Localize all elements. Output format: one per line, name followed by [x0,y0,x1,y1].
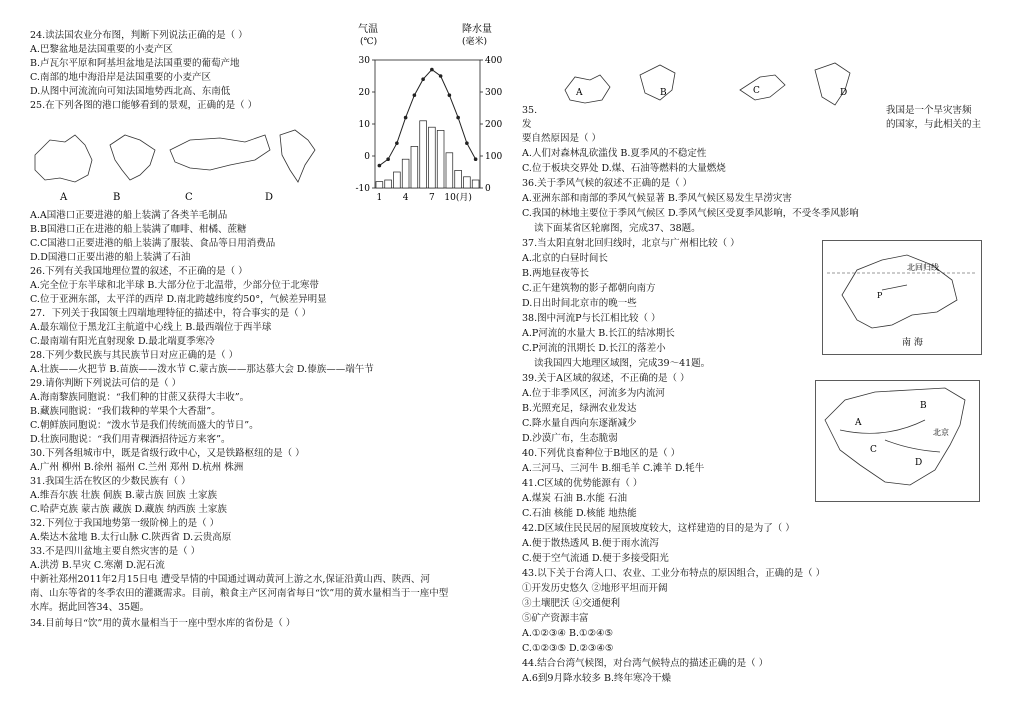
tropic-label: 北回归线 [907,263,939,272]
map-india [280,130,315,182]
left-line: 25.在下列各图的港口能够看到的景观，正确的是（ ） [30,100,258,111]
region-label-c: C [870,445,877,455]
right-line: A.便于散热透风 B.便于雨水流泻 [522,538,659,549]
x-tick-label: 10(月) [444,193,472,203]
right-line: D.日出时间北京市的晚一些 [522,298,637,309]
left-line: 33.不是四川盆地主要自然灾害的是（ ） [30,546,201,557]
right-line: A.①②③④ B.①②④⑤ [522,628,614,639]
precip-bar [472,180,479,188]
left-line: 26.下列有关我国地理位置的叙述，不正确的是（ ） [30,266,248,277]
region-label-a: A [855,418,862,428]
left-line: D.壮族同胞说：“我们用青稞酒招待远方来客”。 [30,434,231,445]
y-left-tick-label: 20 [358,88,370,98]
right-line: 读下面某省区轮廓图，完成37、38题。 [534,223,701,234]
y-left-tick-label: 0 [364,152,370,162]
left-line: 中新社郑州2011年2月15日电 遭受旱情的中国通过调动黄河上游之水,保证沿黄山西、陕西、河 [30,574,430,585]
right-line: 发 [522,119,532,130]
left-line: A.巴黎盆地是法国重要的小麦产区 [30,44,173,55]
right-line: C.石油 核能 D.核能 地热能 [522,508,637,519]
regions-map [815,380,980,502]
left-line: C.位于亚洲东部，太平洋的西岸 D.南北跨越纬度约50°，气候差异明显 [30,294,327,305]
precip-bar [411,146,418,188]
right-line: 40.下列优良畜种位于B地区的是（ ） [522,448,681,459]
right-line: A.6到9月降水较多 B.终年寒冷干燥 [522,673,671,684]
right-line: 37.当太阳直射北回归线时，北京与广州相比较（ ） [522,238,740,249]
left-line: B.卢瓦尔平原和阿基坦盆地是法国重要的葡萄产地 [30,58,240,69]
y-left-tick-label: 10 [358,120,370,130]
right-line: A.人们对森林乱砍滥伐 B.夏季风的不稳定性 [522,148,707,159]
ylabel-right: 降水量 [462,24,492,35]
left-line: A.海南黎族同胞说：“我们种的甘蔗又获得大丰收”。 [30,392,250,403]
y-left-tick-label: 30 [358,56,370,66]
left-line: B.藏族同胞说：“我们栽种的苹果个大香甜”。 [30,406,221,417]
region-label-b: B [920,401,927,411]
outline-label-a: A [576,88,583,98]
right-line: 42.D区域住民民居的屋顶坡度较大，这样建造的目的是为了（ ） [522,523,795,534]
left-line: 水库。据此回答34、35题。 [30,602,150,613]
map-brazil [110,135,155,180]
x-tick-label: 1 [376,193,383,203]
port-label-a: A [60,192,68,203]
x-tick-label: 7 [429,193,435,203]
left-line: A.维吾尔族 壮族 侗族 B.蒙古族 回族 土家族 [30,490,217,501]
outline-label-b: B [660,88,667,98]
ylabel-right-unit: (毫米) [462,37,488,47]
left-line: 28.下列少数民族与其民族节日对应正确的是（ ） [30,350,239,361]
right-line: 38.图中河流P与长江相比较（ ） [522,313,661,324]
ylabel-left-unit: (℃) [360,37,378,47]
precip-bar [394,172,401,188]
temp-point [386,157,390,161]
y-left-tick-label: -10 [355,184,370,194]
right-line: 41.C区域的优势能源有（ ） [522,478,643,489]
right-line: C.降水量自西向东逐渐减少 [522,418,637,429]
right-line: C.P河流的汛期长 D.长江的落差小 [522,343,666,354]
y-right-tick-label: 0 [485,184,491,194]
precip-bar [385,180,392,188]
region-label-d: D [915,458,923,468]
left-line: C.最南端有阳光直射现象 D.最北端夏季寒冷 [30,336,215,347]
temp-point [465,141,469,145]
temp-point [413,93,417,97]
precip-bar [429,127,436,188]
temp-point [456,116,460,120]
right-line: A.位于非季风区，河流多为内流河 [522,388,665,399]
precip-bar [420,121,427,188]
right-line: C.我国的林地主要位于季风气候区 D.季风气候区受夏季风影响，不受冬季风影响 [522,208,859,219]
left-line: D.D国港口正要出港的船上装满了石油 [30,252,191,263]
right-line: 读我国四大地理区域图，完成39～41题。 [534,358,711,369]
left-line: 34.目前每日“饮”用的黄水量相当于一座中型水库的省份是（ ） [30,618,296,629]
right-line: A.煤炭 石油 B.水能 石油 [522,493,627,504]
province-outlines [560,55,880,115]
right-line: C.正午建筑物的影子都朝向南方 [522,283,656,294]
left-line: A.柴达木盆地 B.太行山脉 C.陕西省 D.云贵高原 [30,532,232,543]
temp-point [448,93,452,97]
precip-bar [446,153,453,188]
right-line: C.位于板块交界处 D.煤、石油等燃料的大量燃烧 [522,163,726,174]
left-line: C.C国港口正要进港的船上装满了服装、食品等日用消费品 [30,238,276,249]
temp-point [439,74,443,78]
port-label-b: B [113,192,121,203]
y-right-tick-label: 400 [485,56,503,66]
right-line: 36.关于季风气候的叙述不正确的是（ ） [522,178,693,189]
right-line: ①开发历史悠久 ②地形平坦而开阔 [522,583,668,594]
left-line: C.南部的地中海沿岸是法国重要的小麦产区 [30,72,211,83]
outline-label-c: C [753,86,760,96]
left-line: A.最东端位于黑龙江主航道中心线上 B.最西端位于西半球 [30,322,272,333]
right-line: 43.以下关于台湾人口、农业、工业分布特点的原因组合，正确的是（ ） [522,568,826,579]
left-line: C.哈萨克族 蒙古族 藏族 D.藏族 纳西族 土家族 [30,504,227,515]
precip-bar [376,182,383,188]
left-line: A.广州 柳州 B.徐州 福州 C.兰州 郑州 D.杭州 株洲 [30,462,244,473]
province-map [822,240,982,355]
right-line: 要自然原因是（ ） [522,133,602,144]
y-right-tick-label: 100 [485,152,503,162]
right-line: 的国家，与此相关的主 [886,119,982,130]
right-line: A.三河马、三河牛 B.细毛羊 C.滩羊 D.牦牛 [522,463,705,474]
temp-point [421,77,425,81]
port-label-d: D [265,192,274,203]
precip-bar [437,130,444,188]
right-line: 我国是一个旱灾害频 [886,105,972,116]
right-line: C.①②③⑤ D.②③④⑤ [522,643,614,654]
left-line: 27．下列关于我国领土四端地理特征的描述中，符合事实的是（ ） [30,308,312,319]
left-line: C.朝鲜族同胞说：“泼水节是我们传统而盛大的节日”。 [30,420,259,431]
left-line: B.B国港口正在进港的船上装满了咖啡、柑橘、蔗糖 [30,224,247,235]
right-line: D.沙漠广布，生态脆弱 [522,433,618,444]
river-label: P [877,291,883,300]
x-tick-label: 4 [402,193,409,203]
climate-chart [340,20,515,210]
temp-point [474,157,478,161]
temp-point [395,141,399,145]
left-line: 30.下列各组城市中，既是省级行政中心，又是铁路枢纽的是（ ） [30,448,305,459]
right-line: A.北京的白昼时间长 [522,253,608,264]
left-line: 31.我国生活在牧区的少数民族有（ ） [30,476,191,487]
plot-frame [375,60,480,188]
left-line: 南、山东等省的冬季农田的灌溉需求。目前，粮食主产区河南省每日“饮”用的黄水量相当于一座中型 [30,588,449,599]
temp-point [378,164,382,168]
y-right-tick-label: 200 [485,120,503,130]
left-line: 24.读法国农业分布图，判断下列说法正确的是（ ） [30,30,248,41]
temp-line [379,70,475,166]
outline-label-d: D [840,88,848,98]
left-line: A.壮族——火把节 B.苗族——泼水节 C.蒙古族——那达慕大会 D.傣族——端午节 [30,364,374,375]
precip-bar [455,170,462,188]
right-line: A.亚洲东部和南部的季风气候显著 B.季风气候区易发生旱涝灾害 [522,193,792,204]
temp-point [430,68,434,72]
ylabel-left: 气温 [358,24,378,35]
right-line: 35. [522,105,538,116]
left-line: A.A国港口正要进港的船上装满了各类羊毛制品 [30,210,228,221]
precip-bar [402,159,409,188]
right-line: 39.关于A区域的叙述，不正确的是（ ） [522,373,690,384]
right-line: A.P河流的水量大 B.长江的结冰期长 [522,328,675,339]
right-line: C.便于空气流通 D.便于多接受阳光 [522,553,669,564]
left-line: 32.下列位于我国地势第一级阶梯上的是（ ） [30,518,220,529]
map-russia [170,135,270,170]
temp-point [404,116,408,120]
right-line: ⑤矿产资源丰富 [522,613,589,624]
region-city-label: 北京 [933,428,949,437]
left-line: A.洪涝 B.旱灾 C.寒潮 D.泥石流 [30,560,165,571]
port-maps [30,120,330,205]
left-line: A.完全位于东半球和北半球 B.大部分位于北温带，少部分位于北寒带 [30,280,319,291]
right-line: B.光照充足，绿洲农业发达 [522,403,637,414]
right-line: B.两地昼夜等长 [522,268,590,279]
right-line: 44.结合台湾气候图，对台湾气候特点的描述正确的是（ ） [522,658,769,669]
map-australia [35,135,92,182]
y-right-tick-label: 300 [485,88,503,98]
precip-bar [464,177,471,188]
right-line: ③土壤肥沃 ④交通便利 [522,598,621,609]
sea-label: 南 海 [902,338,923,348]
left-line: D.从图中河流流向可知法国地势西北高、东南低 [30,86,231,97]
port-label-c: C [185,192,193,203]
left-line: 29.请你判断下列说法可信的是（ ） [30,378,182,389]
